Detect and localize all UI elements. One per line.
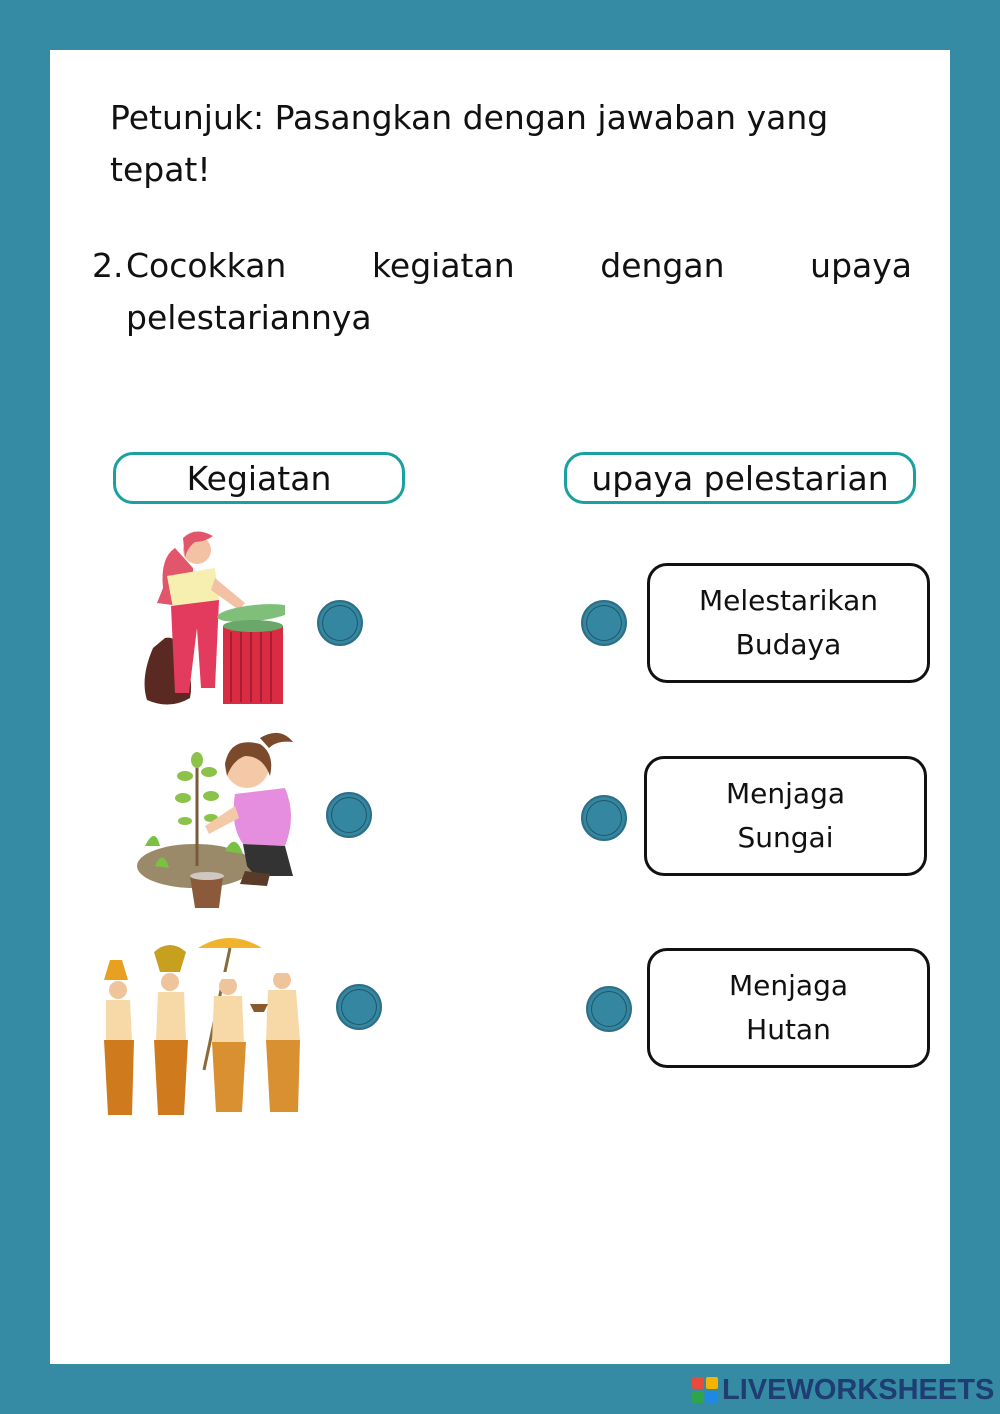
left-dot-2[interactable] [326, 792, 372, 838]
liveworksheets-mark-icon [692, 1377, 718, 1403]
answer-box-1[interactable]: Melestarikan Budaya [647, 563, 930, 683]
instruction-text: Petunjuk: Pasangkan dengan jawaban yang tepat! [110, 98, 829, 189]
worksheet-page [50, 50, 950, 1364]
question-number: 2. [92, 246, 124, 285]
woman-throwing-trash-icon [135, 528, 285, 708]
header-kegiatan: Kegiatan [113, 452, 405, 504]
answer-box-2[interactable]: Menjaga Sungai [644, 756, 927, 876]
liveworksheets-wordmark: LIVEWORKSHEETS [722, 1373, 995, 1406]
left-dot-3[interactable] [336, 984, 382, 1030]
header-upaya-pelestarian: upaya pelestarian [564, 452, 916, 504]
left-dot-1[interactable] [317, 600, 363, 646]
right-dot-3[interactable] [586, 986, 632, 1032]
balinese-procession-icon [100, 930, 320, 1130]
girl-planting-tree-icon [135, 726, 300, 911]
question-text: Cocokkan kegiatan dengan upaya pelestariannya [126, 246, 912, 337]
right-dot-2[interactable] [581, 795, 627, 841]
right-dot-1[interactable] [581, 600, 627, 646]
answer-box-3[interactable]: Menjaga Hutan [647, 948, 930, 1068]
liveworksheets-logo [692, 1374, 994, 1406]
